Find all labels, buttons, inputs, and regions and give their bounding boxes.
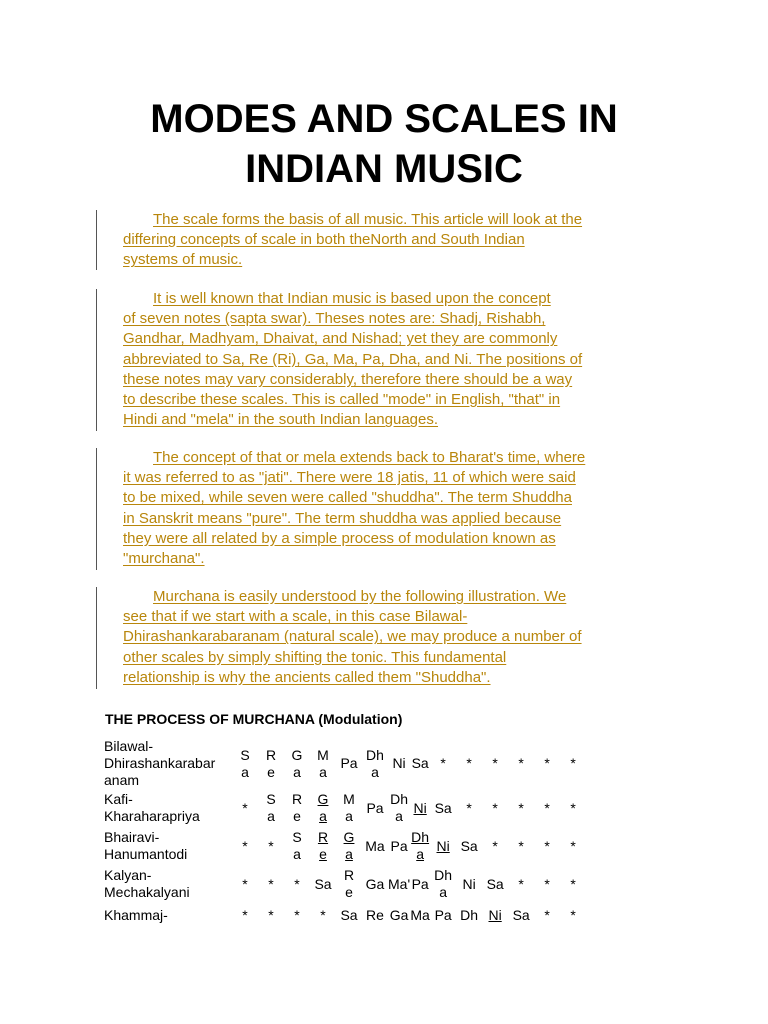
- note-text: *: [544, 755, 550, 771]
- note-cell: [310, 865, 336, 903]
- note-text: Dh: [411, 829, 430, 845]
- text-line: to be mixed, while seven were called "shuddha". The term Shuddha: [123, 489, 572, 507]
- text-line: abbreviated to Sa, Re (Ri), Ga, Ma, Pa, Dha, and Ni. The positions of: [123, 350, 583, 368]
- note-cell: [388, 903, 410, 927]
- note-cell: [336, 903, 362, 927]
- note-text: a: [293, 846, 301, 862]
- note-cell: [258, 865, 284, 903]
- section-heading-suffix: (Modulation): [314, 711, 403, 727]
- page-title: [90, 94, 678, 194]
- raga-name-line: Kalyan-: [104, 867, 152, 883]
- note-cell: [336, 789, 362, 827]
- note-cell: [258, 738, 284, 789]
- note-text: Sa: [411, 755, 429, 771]
- note-cell: [258, 789, 284, 827]
- note-cell: [362, 738, 388, 789]
- table-row: [104, 903, 586, 927]
- note-text: Ni: [392, 755, 406, 771]
- note-text: M: [317, 746, 329, 763]
- note-cell: [284, 789, 310, 827]
- note-cell: [534, 738, 560, 789]
- raga-name-line: Mechakalyani: [104, 884, 190, 900]
- note-text: a: [319, 808, 327, 824]
- note-text: Ga: [389, 906, 409, 923]
- text-line: The concept of that or mela extends back to Bharat's time, where: [153, 449, 586, 466]
- note-cell: [534, 903, 560, 927]
- title-line: MODES AND SCALES IN: [150, 97, 618, 141]
- note-cell: [508, 827, 534, 865]
- text-line: to describe these scales. This is called "mode" in English, "that" in: [123, 391, 561, 409]
- text-line: in Sanskrit means "pure". The term shuddha was applied because: [123, 509, 562, 527]
- note-text: a: [439, 884, 448, 900]
- raga-name-line: Kafi-: [104, 791, 133, 807]
- note-text: *: [440, 755, 446, 771]
- note-text: *: [570, 837, 576, 854]
- note-cell: [362, 903, 388, 927]
- text-line: differing concepts of scale in both theNorth and South Indian: [123, 231, 525, 249]
- note-cell: [284, 865, 310, 903]
- note-text: Dh: [366, 746, 384, 763]
- text-line: see that if we start with a scale, in this case Bilawal-: [123, 608, 468, 626]
- text-line: Gandhar, Madhyam, Dhaivat, and Nishad; yet they are commonly: [123, 330, 558, 348]
- section-heading: [105, 711, 402, 727]
- note-cell: [310, 827, 336, 865]
- note-text: *: [242, 906, 248, 923]
- note-text: a: [395, 808, 403, 824]
- note-text: *: [268, 837, 274, 854]
- note-cell: [508, 903, 534, 927]
- note-text: a: [293, 763, 301, 780]
- note-cell: [508, 789, 534, 827]
- note-cell: [336, 865, 362, 903]
- text-line: relationship is why the ancients called them "Shuddha".: [123, 668, 491, 686]
- raga-name-cell: [104, 903, 232, 927]
- text-line: systems of music.: [123, 251, 243, 269]
- note-cell: [456, 738, 482, 789]
- note-cell: [560, 789, 586, 827]
- text-line: these notes may vary considerably, therefore there should be a way: [123, 370, 573, 388]
- note-cell: [362, 827, 388, 865]
- note-text: a: [267, 808, 275, 824]
- paragraph-intro: [96, 210, 657, 270]
- note-cell: [232, 903, 258, 927]
- paragraph-murchana: [96, 587, 657, 689]
- note-cell: [232, 827, 258, 865]
- murchana-table: [104, 738, 586, 927]
- note-cell: [482, 738, 508, 789]
- note-cell: [482, 865, 508, 903]
- note-cell: [508, 865, 534, 903]
- text-line: of seven notes (sapta swar). Theses notes are: Shadj, Rishabh,: [123, 310, 546, 328]
- title-line: INDIAN MUSIC: [245, 147, 523, 191]
- note-cell: [284, 827, 310, 865]
- note-cell: [284, 903, 310, 927]
- note-text: *: [320, 906, 326, 923]
- note-cell: [232, 865, 258, 903]
- note-cell: [362, 865, 388, 903]
- note-text: Dh: [434, 867, 453, 883]
- table-row: [104, 738, 586, 789]
- note-text: Pa: [434, 906, 452, 923]
- note-cell: [482, 903, 508, 927]
- raga-name-line: Khammaj-: [104, 906, 168, 923]
- note-cell: [310, 738, 336, 789]
- note-text: Ma': [388, 875, 411, 892]
- text-line: it was referred to as "jati". There were 18 jatis, 11 of which were said: [123, 469, 576, 487]
- note-text: *: [268, 906, 274, 923]
- note-text: Sa: [486, 875, 504, 892]
- raga-name-line: Bilawal-: [104, 738, 154, 754]
- note-cell: [560, 738, 586, 789]
- note-cell: [310, 903, 336, 927]
- note-cell: [508, 738, 534, 789]
- text-line: It is well known that Indian music is based upon the concept: [153, 290, 551, 307]
- note-text: *: [570, 755, 576, 771]
- note-cell: [482, 827, 508, 865]
- note-cell: [336, 738, 362, 789]
- paragraph-text: [123, 448, 657, 569]
- note-text: *: [294, 906, 300, 923]
- note-text: Dh: [460, 906, 479, 923]
- note-text: Dh: [390, 791, 409, 807]
- text-line: Hindi and "mela" in the south Indian languages.: [123, 411, 439, 429]
- note-text: S: [240, 746, 250, 763]
- text-line: they were all related by a simple process of modulation known as: [123, 529, 556, 547]
- note-cell: [232, 738, 258, 789]
- note-text: *: [242, 837, 248, 854]
- table-row: [104, 865, 586, 903]
- note-text: Pa: [340, 755, 358, 771]
- note-cell: [534, 789, 560, 827]
- note-text: *: [518, 875, 524, 892]
- note-cell: [560, 827, 586, 865]
- note-text: *: [466, 755, 472, 771]
- note-cell: [410, 789, 430, 827]
- note-cell: [430, 827, 456, 865]
- note-text: *: [544, 906, 550, 923]
- note-text: R: [343, 867, 355, 883]
- note-text: *: [570, 906, 576, 923]
- raga-name-line: anam: [104, 772, 140, 788]
- note-text: S: [266, 791, 276, 807]
- note-text: *: [492, 837, 498, 854]
- note-text: Ni: [436, 837, 450, 854]
- raga-name-cell: [104, 738, 232, 789]
- paragraph-text: [123, 289, 657, 430]
- note-cell: [482, 789, 508, 827]
- note-text: *: [544, 799, 550, 816]
- note-text: Sa: [460, 837, 478, 854]
- note-cell: [456, 789, 482, 827]
- note-cell: [534, 827, 560, 865]
- note-cell: [430, 738, 456, 789]
- note-cell: [388, 865, 410, 903]
- paragraph-seven-notes: [96, 289, 657, 431]
- note-cell: [232, 789, 258, 827]
- raga-name-line: Bhairavi-: [104, 829, 160, 845]
- note-cell: [430, 903, 456, 927]
- text-line: "murchana".: [123, 550, 205, 568]
- note-text: Sa: [314, 875, 332, 892]
- note-text: a: [416, 846, 425, 862]
- note-cell: [456, 827, 482, 865]
- note-text: Ma: [365, 837, 385, 854]
- note-text: Pa: [366, 799, 384, 816]
- note-cell: [336, 827, 362, 865]
- note-text: e: [267, 763, 275, 780]
- note-text: Ni: [488, 906, 502, 923]
- note-text: e: [293, 808, 301, 824]
- note-text: G: [343, 829, 355, 845]
- note-cell: [560, 865, 586, 903]
- raga-name-line: Dhirashankarabar: [104, 755, 216, 771]
- text-line: The scale forms the basis of all music. This article will look at the: [153, 211, 583, 228]
- note-text: e: [319, 846, 327, 862]
- note-cell: [430, 789, 456, 827]
- raga-name-cell: [104, 865, 232, 903]
- note-text: Sa: [340, 906, 358, 923]
- note-text: R: [265, 746, 277, 763]
- note-text: M: [343, 791, 355, 807]
- note-cell: [388, 738, 410, 789]
- note-text: *: [492, 799, 498, 816]
- text-line: Dhirashankarabaranam (natural scale), we may produce a number of: [123, 628, 582, 646]
- note-cell: [362, 789, 388, 827]
- note-text: S: [292, 829, 302, 845]
- note-text: *: [518, 799, 524, 816]
- note-text: Ni: [413, 799, 427, 816]
- note-text: R: [317, 829, 329, 845]
- note-cell: [410, 903, 430, 927]
- note-text: G: [317, 791, 329, 807]
- note-text: *: [242, 799, 248, 816]
- text-line: other scales by simply shifting the tonic. This fundamental: [123, 648, 507, 666]
- note-text: Pa: [390, 837, 408, 854]
- note-cell: [456, 903, 482, 927]
- note-text: *: [544, 875, 550, 892]
- note-cell: [410, 865, 430, 903]
- paragraph-jati: [96, 448, 657, 570]
- note-text: *: [294, 875, 300, 892]
- note-text: *: [544, 837, 550, 854]
- note-text: G: [291, 746, 303, 763]
- note-cell: [560, 903, 586, 927]
- raga-name-line: Hanumantodi: [104, 846, 188, 862]
- note-cell: [388, 827, 410, 865]
- note-text: a: [345, 846, 353, 862]
- note-cell: [410, 738, 430, 789]
- note-text: R: [291, 791, 303, 807]
- raga-name-cell: [104, 827, 232, 865]
- note-cell: [410, 827, 430, 865]
- note-text: *: [518, 755, 524, 771]
- note-text: Sa: [512, 906, 530, 923]
- note-cell: [430, 865, 456, 903]
- note-cell: [258, 827, 284, 865]
- note-cell: [310, 789, 336, 827]
- section-heading-main: THE PROCESS OF MURCHANA: [105, 711, 315, 727]
- note-text: Re: [366, 906, 384, 923]
- note-text: a: [371, 763, 379, 780]
- table-row: [104, 827, 586, 865]
- note-text: e: [345, 884, 353, 900]
- note-text: *: [570, 799, 576, 816]
- note-text: a: [319, 763, 327, 780]
- paragraph-text: [123, 210, 657, 271]
- note-text: *: [570, 875, 576, 892]
- note-text: *: [242, 875, 248, 892]
- note-text: Ma: [410, 906, 430, 923]
- note-text: *: [268, 875, 274, 892]
- note-text: a: [345, 808, 353, 824]
- note-text: *: [492, 755, 498, 771]
- paragraph-text: [123, 587, 657, 688]
- note-text: Pa: [411, 875, 429, 892]
- note-cell: [258, 903, 284, 927]
- text-line: Murchana is easily understood by the following illustration. We: [153, 588, 567, 605]
- note-cell: [456, 865, 482, 903]
- note-text: *: [466, 799, 472, 816]
- note-text: a: [241, 763, 249, 780]
- note-text: Sa: [434, 799, 452, 816]
- raga-name-cell: [104, 789, 232, 827]
- note-cell: [534, 865, 560, 903]
- note-text: *: [518, 837, 524, 854]
- note-cell: [388, 789, 410, 827]
- raga-name-line: Kharaharapriya: [104, 808, 200, 824]
- note-text: Ni: [462, 875, 476, 892]
- table-row: [104, 789, 586, 827]
- note-cell: [284, 738, 310, 789]
- note-text: Ga: [365, 875, 385, 892]
